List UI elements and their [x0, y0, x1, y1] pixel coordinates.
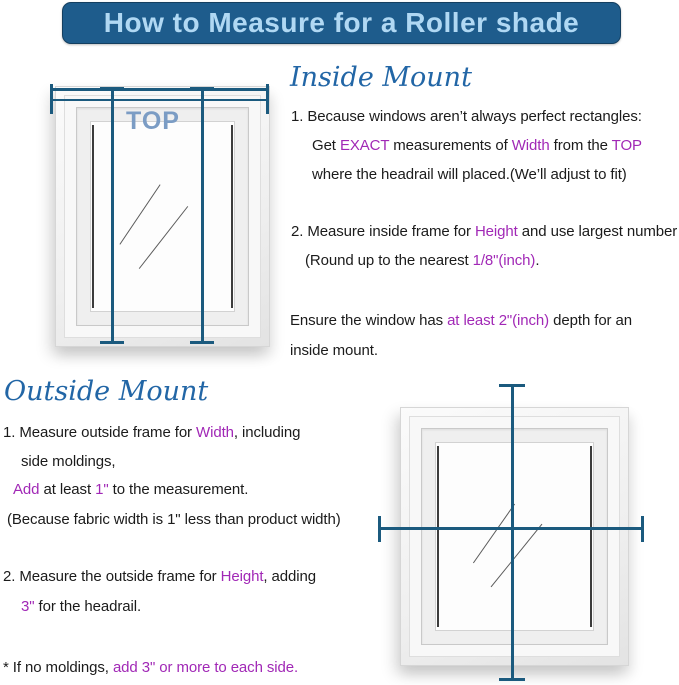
outside-mount-step2-line2	[21, 598, 141, 615]
text-segment: , adding	[263, 568, 317, 585]
outside-width-cap-left	[378, 516, 381, 542]
text-segment: to the measurement.	[108, 481, 249, 498]
outside-width-cap-right	[641, 516, 644, 542]
text-segment: where the headrail will placed.(We’ll adjust to fit)	[312, 166, 627, 183]
text-segment: Get	[312, 137, 340, 154]
outside-mount-step1-line1	[3, 424, 300, 441]
glass-edge-line	[231, 125, 233, 308]
text-segment: EXACT	[339, 137, 390, 154]
height-measure-cap-bottom-right	[190, 341, 214, 344]
text-segment: (Round up to the nearest	[305, 252, 473, 269]
text-segment: from the	[549, 137, 612, 154]
glass-edge-line	[590, 446, 592, 627]
text-segment: at least	[39, 481, 96, 498]
width-measure-cap-left	[50, 84, 53, 114]
glass-reflection-line	[491, 524, 543, 588]
glass-reflection-line	[119, 184, 160, 244]
text-segment: depth for an	[549, 312, 633, 329]
text-segment: * If no moldings,	[3, 659, 113, 676]
page-title: How to Measure for a Roller shade	[103, 7, 580, 38]
outside-mount-step1-line3	[13, 481, 248, 498]
glass-edge-line	[92, 125, 94, 308]
inside-mount-note-line2	[290, 342, 378, 359]
outside-height-cap-bottom	[499, 678, 525, 681]
inside-mount-note-line1	[290, 312, 632, 329]
text-segment: 2. Measure the outside frame for	[3, 568, 221, 585]
inside-mount-heading: Inside Mount	[290, 62, 472, 93]
text-segment: .	[535, 252, 540, 269]
outside-mount-footnote	[3, 659, 298, 676]
text-segment: Ensure the window has	[290, 312, 448, 329]
inside-mount-step2-line2	[305, 252, 539, 269]
text-segment: Height	[220, 568, 264, 585]
height-measure-cap-top-left	[100, 87, 124, 90]
text-segment: and use largest number	[517, 223, 678, 240]
outside-height-cap-top	[499, 384, 525, 387]
top-label: TOP	[126, 107, 180, 135]
glass-reflection-line	[139, 206, 188, 269]
outside-mount-heading: Outside Mount	[4, 376, 209, 407]
text-segment: Width	[511, 137, 550, 154]
glass-reflection-line	[473, 504, 515, 564]
text-segment: 1"	[95, 481, 109, 498]
outside-width-measure-line	[379, 527, 644, 530]
text-segment: Width	[196, 424, 234, 441]
text-segment: (Because fabric width is 1" less than product width)	[7, 511, 341, 528]
window-sash	[76, 107, 249, 326]
window-glass	[435, 442, 594, 631]
width-measure-cap-right	[266, 84, 269, 114]
text-segment: side moldings,	[21, 453, 116, 470]
text-segment: for the headrail.	[34, 598, 142, 615]
window-frame-middle	[409, 416, 620, 657]
text-segment: Height	[474, 223, 518, 240]
height-measure-line-left	[111, 88, 114, 344]
text-segment: 3"	[21, 598, 35, 615]
text-segment: 1. Because windows aren’t always perfect rectangles:	[291, 108, 642, 125]
window-sash	[421, 428, 608, 645]
text-segment: 1. Measure outside frame for	[3, 424, 197, 441]
text-segment: 1/8"(inch)	[472, 252, 536, 269]
text-segment: inside mount.	[290, 342, 378, 359]
title-banner	[62, 2, 621, 44]
outside-mount-step1-line2	[21, 453, 115, 470]
text-segment: TOP	[611, 137, 642, 154]
text-segment: measurements of	[389, 137, 512, 154]
glass-edge-line	[437, 446, 439, 627]
inside-mount-step2-line1	[291, 223, 677, 240]
height-measure-cap-top-right	[190, 87, 214, 90]
outside-mount-step1-line4	[7, 511, 341, 528]
inside-mount-step1-line2	[312, 137, 642, 154]
outside-height-measure-line	[511, 385, 514, 681]
width-measure-line-top	[51, 88, 269, 91]
text-segment: add 3" or more to each side.	[112, 659, 299, 676]
text-segment: , including	[233, 424, 301, 441]
text-segment: at least 2"(inch)	[447, 312, 550, 329]
width-measure-line-second	[51, 99, 269, 101]
text-segment: 2. Measure inside frame for	[291, 223, 475, 240]
height-measure-cap-bottom-left	[100, 341, 124, 344]
inside-mount-step1-line3	[312, 166, 627, 183]
outside-mount-window-diagram	[400, 407, 629, 666]
text-segment: Add	[13, 481, 40, 498]
height-measure-line-right	[201, 88, 204, 344]
outside-mount-step2-line1	[3, 568, 316, 585]
inside-mount-step1-line1	[291, 108, 642, 125]
